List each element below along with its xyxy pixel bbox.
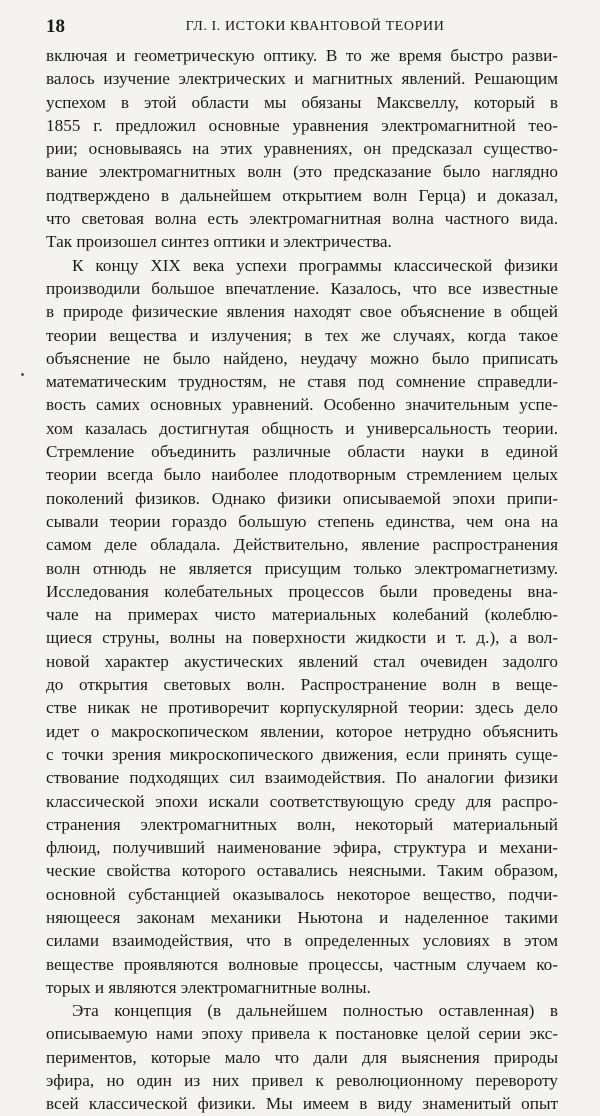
body-text — [46, 44, 558, 1116]
text-line: периментов, которые мало что дали для выяснения природы — [46, 1047, 558, 1067]
chapter-title: ГЛ. I. ИСТОКИ КВАНТОВОЙ ТЕОРИИ — [185, 19, 445, 34]
text-line: 1855 г. предложил основные уравнения электромагнитной тео- — [46, 115, 558, 135]
text-line: производили большое впечатление. Казалось, что все известные — [46, 278, 558, 298]
text-line: хом казалась достигнутая общность и универсальность теории. — [46, 418, 558, 438]
text-line: подтверждено в дальнейшем открытием волн Герца) и доказал, — [46, 185, 558, 205]
text-line: Так произошел синтез оптики и электричества. — [46, 232, 392, 252]
text-line: математическим трудностям, не ставя под сомнение справедли- — [46, 372, 558, 392]
text-line: рии; основываясь на этих уравнениях, он предсказал существо- — [46, 139, 558, 159]
text-line: стве никак не противоречит корпускулярной теории: здесь дело — [46, 698, 558, 718]
text-line: до открытия световых волн. Распространение волн в веще- — [46, 675, 558, 695]
running-head — [46, 16, 564, 38]
text-line: всей классической физики. Мы имеем в виду знаменитый опыт — [46, 1094, 558, 1114]
text-line: вание электромагнитных волн (это предсказание было наглядно — [46, 162, 558, 182]
text-line: вость самих основных уравнений. Особенно значительным успе- — [46, 395, 558, 415]
text-line: ческие свойства которого оставались неясными. Таким образом, — [46, 861, 558, 881]
text-line: основной субстанцией оказывалось некоторое вещество, подчи- — [46, 884, 558, 904]
text-line: поколений физиков. Однако физики описываемой эпохи припи- — [46, 488, 558, 508]
text-line: чале на примерах чисто материальных колебаний (колеблю- — [46, 605, 558, 625]
text-line: новой характер акустических явлений стал очевиден задолго — [46, 651, 558, 671]
text-line: торых и являются электромагнитные волны. — [46, 977, 371, 997]
text-line: щиеся струны, волны на поверхности жидкости и т. д.), а вол- — [46, 628, 558, 648]
text-line: самом деле обладала. Действительно, явление распространения — [46, 535, 558, 555]
text-line: К концу XIX века успехи программы классической физики — [72, 255, 558, 275]
text-line: Исследования колебательных процессов были проведены вна- — [46, 581, 558, 601]
text-line: объяснение не было найдено, неудачу можно было приписать — [46, 348, 558, 368]
text-line: что световая волна есть электромагнитная волна частного вида. — [46, 209, 558, 229]
text-line: с точки зрения микроскопического движения, если принять суще- — [46, 744, 558, 764]
text-line: классической эпохи искали соответствующую среду для распро- — [46, 791, 558, 811]
text-line: эфира, но один из них привел к революционному перевороту — [46, 1071, 558, 1091]
text-line: валось изучение электрических и магнитных явлений. Решающим — [46, 69, 558, 89]
text-line: теории всегда было наиболее плодотворным стремлением целых — [46, 465, 558, 485]
margin-mark — [21, 373, 24, 376]
text-line: странения электромагнитных волн, некоторый материальный — [46, 814, 558, 834]
text-line: Эта концепция (в дальнейшем полностью оставленная) в — [72, 1001, 558, 1021]
text-line: Стремление объединить различные области науки в единой — [46, 442, 558, 462]
text-line: сывали теории гораздо большую степень единства, чем она на — [46, 511, 558, 531]
text-line: ствование подходящих сил взаимодействия. По аналогии физики — [46, 768, 558, 788]
text-line: силами взаимодействия, что в определенных условиях в этом — [46, 931, 558, 951]
text-line: описываемую нами эпоху привела к постановке целой серии экс- — [46, 1024, 558, 1044]
text-line: идет о макроскопическом явлении, которое нетрудно объяснить — [46, 721, 558, 741]
page-number: 18 — [46, 16, 65, 37]
text-line: флюид, получивший наименование эфира, структура и механи- — [46, 838, 558, 858]
text-line: успехом в этой области мы обязаны Максвеллу, который в — [46, 92, 558, 112]
text-line: веществе проявляются волновые процессы, частным случаем ко- — [46, 954, 558, 974]
text-line: няющееся законам механики Ньютона и наделенное такими — [46, 907, 558, 927]
text-line: в природе физические явления находят свое объяснение в общей — [46, 302, 558, 322]
text-line: теории вещества и излучения; в тех же случаях, когда такое — [46, 325, 558, 345]
text-line: включая и геометрическую оптику. В то же время быстро разви- — [46, 46, 558, 65]
text-line: волн отнюдь не является присущим только электромагнетизму. — [46, 558, 558, 578]
